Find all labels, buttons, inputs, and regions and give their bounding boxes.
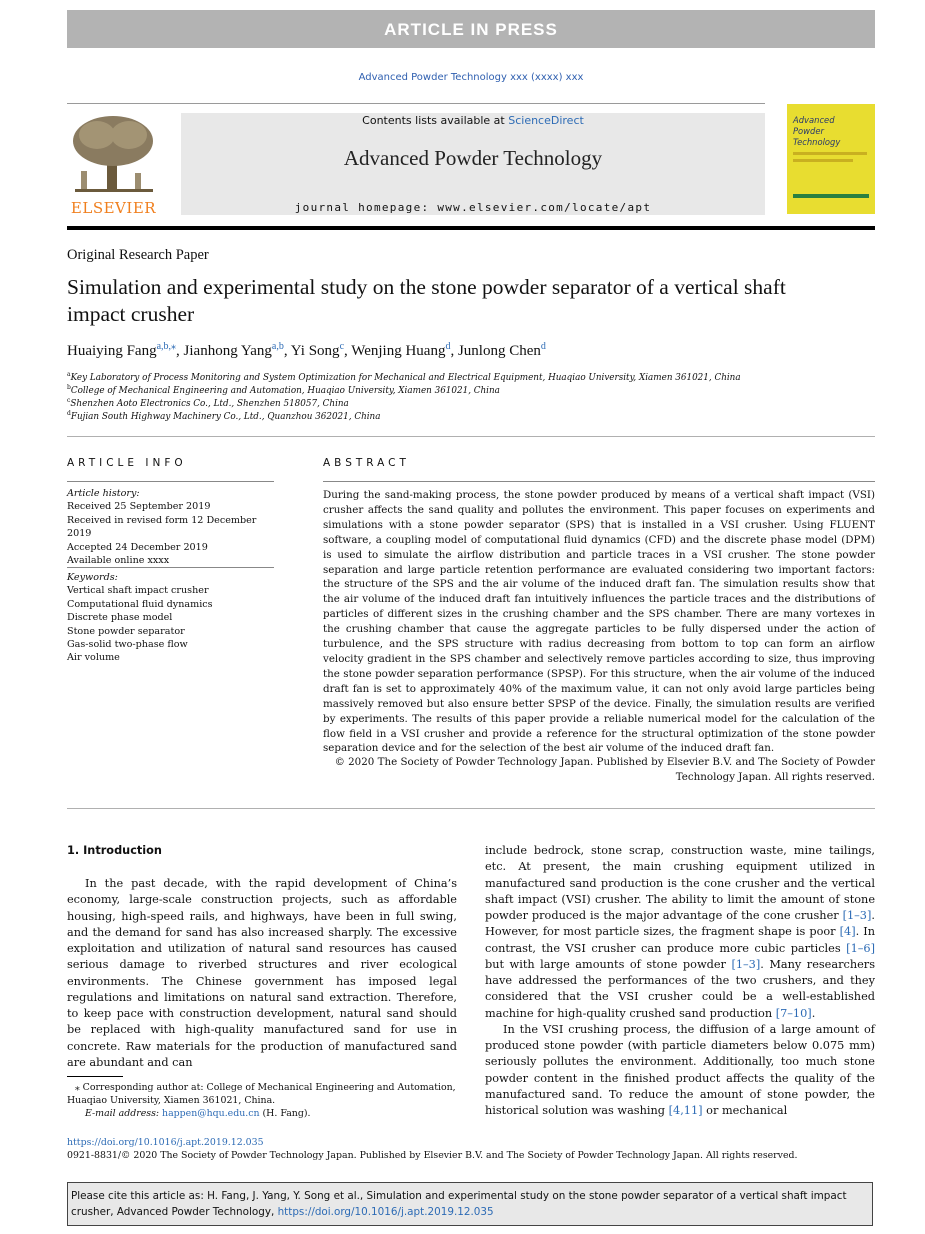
header-divider — [67, 103, 765, 104]
paper-type: Original Research Paper — [67, 247, 209, 263]
abstract-rule — [323, 481, 875, 482]
keyword: Gas-solid two-phase flow — [67, 639, 188, 651]
introduction-heading: 1. Introduction — [67, 844, 162, 857]
contents-line — [181, 114, 765, 127]
affiliation: $^a$Key Laboratory of Process Monitoring and System Optimization for Mechanical and Electrical Equipment, Huaqiao University, Xiamen 361021, China — [67, 371, 741, 383]
footnote: ⁎ Corresponding author at: College of Mechanical Engineering and Automation, Huaqiao University, Xiamen 361021, China. E-mail address: happen@hqu.edu.cn (H. Fang). — [67, 1082, 456, 1119]
affiliation: $^d$Fujian South Highway Machinery Co., Ltd., Quanzhou 362021, China — [67, 410, 381, 422]
author[interactable]: Huaiying Fang — [67, 343, 157, 359]
author[interactable]: Yi Song — [290, 343, 340, 359]
article-info-rule — [67, 481, 274, 482]
intro-left-column: In the past decade, with the rapid development of China’s economy, large-scale construction projects, such as affordable housing, high-speed rails, and highways, have been in full swing, and the demand for sand has also increased sharply. The excessive exploitation and utilization of natural sand resources has caused serious damage to riverbed structures and river ecological environments. The Chinese government has imposed legal regulations and limitations on natural sand extraction. Therefore, to keep pace with construction development, natural sand should be replaced with high-quality manufactured sand for use in concrete. Raw materials for the production of manufactured sand are abundant and can — [67, 877, 457, 1069]
author-affil-mark[interactable]: d — [445, 341, 451, 352]
citation-link[interactable]: [4,11] — [668, 1104, 703, 1117]
keyword: Computational fluid dynamics — [67, 598, 213, 610]
abstract-heading: ABSTRACT — [323, 457, 410, 469]
abstract-text: During the sand-making process, the stone powder produced by means of a vertical shaft impact (VSI) crusher affects the sand quality and pollutes the environment. This paper focuses on experiments and simulations with a stone powder separator (SPS) that is installed in a VSI crusher. Using FLUENT software, a coupling model of computational fluid dynamics (CFD) and the discrete phase model (DPM) is used to simulate the airflow distribution and particle traces in a VSI crusher. The stone powder separation and large particle retention performance are evaluated considering two important factors: the structure of the SPS and the air volume of the induced draft fan. The simulation results show that the air volume of the induced draft fan intuitively influences the particle traces and the distributions of particles of different sizes in the crushing chamber and the SPS chamber. There are many vortexes in the crushing chamber that cause the aggregate particles to be fully dispersed under the action of turbulence, and the SPS structure with radius decreasing from bottom to top can form an airflow velocity gradient in the SPS chamber and selectively remove particles according to size, thus improving the stone powder separation performance (SPSP). For this structure, when the air volume of the induced draft fan is set to approximately 40% of the maximum value, it can not only avoid large particles being massively removed but also ensure better SPSP of the device. Finally, the simulation results are verified by experiments. The results of this paper provide a reliable numerical model for the calculation of the flow field in a VSI crusher and provide a reference for the structural optimization of the stone powder separation device and for the selection of the best air volume of the induced draft fan. — [323, 489, 875, 755]
author[interactable]: Wenjing Huang — [351, 343, 446, 359]
sciencedirect-link[interactable]: ScienceDirect — [508, 114, 584, 127]
keywords: Keywords: Vertical shaft impact crusher Computational fluid dynamics Discrete phase model Stone powder separator Gas-solid two-phase flow Air volume — [67, 571, 274, 665]
section-divider — [67, 808, 875, 809]
keyword: Discrete phase model — [67, 612, 173, 624]
citation-link[interactable]: [1–6] — [846, 941, 875, 955]
author-affil-mark[interactable]: a,b — [271, 341, 284, 352]
affiliation: $^c$Shenzhen Aoto Electronics Co., Ltd., Shenzhen 518057, China — [67, 397, 349, 409]
section-divider — [67, 436, 875, 437]
journal-homepage[interactable]: journal homepage: www.elsevier.com/locate/apt — [294, 201, 652, 214]
citation-link[interactable]: [4] — [839, 925, 856, 939]
paper-title: Simulation and experimental study on the stone powder separator of a vertical shaft impact crusher — [67, 275, 786, 326]
journal-reference-link[interactable]: Advanced Powder Technology xxx (xxxx) xxx — [358, 72, 584, 83]
author-list: Huaiying Fang$^{a,b,⁎}$, Jianhong Yang$^{a,b}$, Yi Song$^c$, Wenjing Huang$^d$, Junlong Chen$^d$ — [67, 341, 546, 359]
keyword: Air volume — [67, 652, 120, 664]
footnote-rule — [67, 1076, 123, 1077]
journal-title: Advanced Powder Technology — [343, 146, 603, 170]
author[interactable]: Junlong Chen — [457, 343, 541, 359]
author-affil-mark[interactable]: d — [540, 341, 546, 352]
abstract-copyright: © 2020 The Society of Powder Technology Japan. Published by Elsevier B.V. and The Society of Powder Technology Japan. All rights reserved. — [334, 756, 875, 783]
article-in-press-banner: ARTICLE IN PRESS — [67, 10, 875, 48]
cite-doi-link[interactable]: https://doi.org/10.1016/j.apt.2019.12.035 — [277, 1206, 494, 1218]
cite-this-article-box: Please cite this article as: H. Fang, J. Yang, Y. Song et al., Simulation and experimental study on the stone powder separator of a vertical shaft impact crusher, Advanced Powder Technology, https://doi.org/10.1016/j.apt.2019.12.035 — [67, 1182, 873, 1226]
intro-right-column: include bedrock, stone scrap, construction waste, mine tailings, etc. At present, the main crushing equipment utilized in manufactured sand production is the cone crusher and the vertical shaft impact (VSI) crusher. The ability to limit the amount of stone powder produced is the major advantage of the cone crusher [1–3]. However, for most particle sizes, the fragment shape is poor [4]. In contrast, the VSI crusher can produce more cubic particles [1–6] but with large amounts of stone powder [1–3]. Many researchers have addressed the performances of the two crushers, and they considered that the VSI crusher could be a well-established machine for high-quality crushed sand production [7–10]. In the VSI crushing process, the diffusion of a large amount of produced stone powder (with particle diameters below 0.075 mm) seriously pollutes the environment. Additionally, too much stone powder content in the finished product affects the quality of the manufactured sand. To reduce the amount of stone powder, the historical solution was washing [4,11] or mechanical — [485, 844, 876, 1117]
author-affil-mark[interactable]: c — [339, 341, 345, 352]
journal-cover-thumbnail[interactable] — [787, 104, 875, 214]
citation-link[interactable]: [1–3] — [731, 957, 761, 971]
citation-link[interactable]: [1–3] — [842, 909, 872, 922]
cover-title: Advanced Powder Technology — [793, 115, 841, 147]
keyword: Stone powder separator — [67, 625, 185, 637]
keywords-rule — [67, 567, 274, 568]
header-thick-rule — [67, 226, 875, 230]
article-history: Article history: Received 25 September 2019 Received in revised form 12 December 2019 Accepted 24 December 2019 Available online xxxx — [67, 488, 257, 567]
cover-band — [793, 194, 869, 198]
keyword: Vertical shaft impact crusher — [67, 585, 209, 597]
citation-link[interactable]: [7–10] — [775, 1006, 812, 1020]
author[interactable]: Jianhong Yang — [183, 343, 272, 359]
doi-link[interactable]: https://doi.org/10.1016/j.apt.2019.12.035 — [67, 1137, 264, 1148]
elsevier-wordmark: ELSEVIER — [70, 199, 157, 217]
article-info-heading: ARTICLE INFO — [67, 457, 187, 469]
contents-prefix: Contents lists available at — [362, 114, 509, 127]
affiliation: $^b$College of Mechanical Engineering and Automation, Huaqiao University, Xiamen 361021, China — [67, 384, 500, 396]
email-link[interactable]: happen@hqu.edu.cn — [162, 1108, 260, 1119]
issn-copyright-line: 0921-8831/© 2020 The Society of Powder Technology Japan. Published by Elsevier B.V. and The Society of Powder Technology Japan. All rights reserved. — [67, 1150, 798, 1161]
author-affil-mark[interactable]: a,b,⁎ — [156, 341, 177, 352]
